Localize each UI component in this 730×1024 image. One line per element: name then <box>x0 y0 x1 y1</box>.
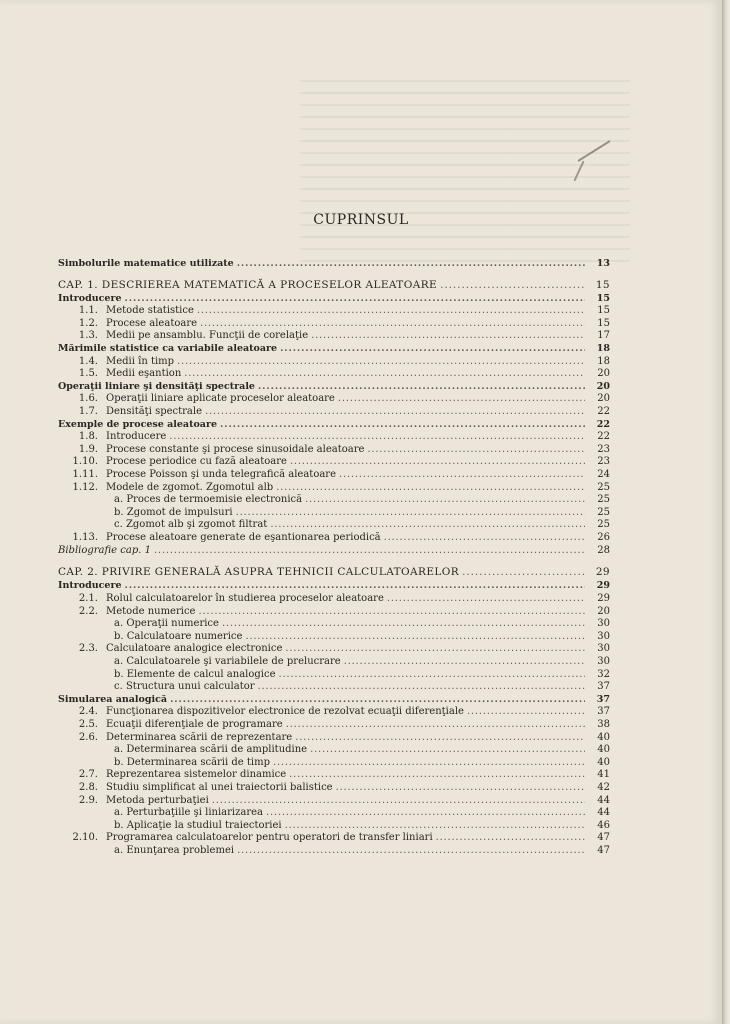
toc-entry-label: Mărimile statistice ca variabile aleatoare <box>58 342 278 354</box>
leader-dots <box>339 469 585 482</box>
page-title: CUPRINSUL <box>313 212 409 228</box>
leader-dots <box>336 782 585 795</box>
leader-dots <box>258 681 585 694</box>
toc-entry <box>58 832 610 845</box>
toc-entry-page: 28 <box>597 545 610 557</box>
toc-entry-page: 41 <box>597 769 610 781</box>
leader-dots <box>289 769 585 782</box>
leader-dots <box>220 419 585 432</box>
toc-entry <box>58 719 610 732</box>
leader-dots <box>125 293 585 306</box>
toc-entry-page: 29 <box>596 580 610 592</box>
toc-section <box>58 258 610 271</box>
leader-dots <box>270 519 585 532</box>
toc-entry-label: a. Calculatoarele şi variabilele de prelucrare <box>114 656 341 668</box>
toc-entry-label: Studiu simplificat al unei traiectorii balistice <box>106 781 333 793</box>
toc-entry-label: Operaţii liniare şi densităţi spectrale <box>58 380 255 392</box>
toc-entry-page: 24 <box>597 468 610 480</box>
toc-entry-number: 2.6. <box>78 731 98 743</box>
toc-entry-number: 1.3. <box>78 330 98 342</box>
toc-entry-page: 22 <box>596 418 610 430</box>
toc-entry-number: 1.11. <box>72 468 98 480</box>
toc-entry-page: 46 <box>597 819 610 831</box>
toc-entry-label: Procese aleatoare generate de eşantionarea periodică <box>106 531 381 543</box>
leader-dots <box>273 757 585 770</box>
toc-entry-label: Rolul calculatoarelor în studierea proceselor aleatoare <box>106 593 384 605</box>
toc-entry-page: 13 <box>596 258 610 269</box>
toc-entry-page: 20 <box>597 393 610 405</box>
toc-entry <box>58 769 610 782</box>
leader-dots <box>197 305 585 318</box>
toc-entry-label: Operaţii liniare aplicate proceselor aleatoare <box>106 393 335 405</box>
toc-entry <box>58 669 610 682</box>
toc-entry-label: Metode statistice <box>106 305 194 317</box>
toc-section <box>58 293 610 306</box>
toc-entry-page: 26 <box>597 531 610 543</box>
toc-entry-number: 1.10. <box>72 456 98 468</box>
toc-entry-label: Reprezentarea sistemelor dinamice <box>106 769 287 781</box>
leader-dots <box>125 580 585 593</box>
toc-entry-label: Medii în timp <box>106 355 175 367</box>
leader-dots <box>200 318 585 331</box>
toc-entry-number: 2.8. <box>78 781 98 793</box>
toc-entry <box>58 393 610 406</box>
toc-entry <box>58 482 610 495</box>
toc-entry-label: Programarea calculatoarelor pentru operatori de transfer liniari <box>106 832 433 844</box>
leader-dots <box>440 277 585 293</box>
toc-entry-page: 22 <box>597 405 610 417</box>
toc-entry-number: 1.1. <box>78 305 98 317</box>
toc-entry-label: Simularea analogică <box>58 693 168 705</box>
toc-entry-label: Metoda perturbaţiei <box>106 794 209 806</box>
toc-entry-page: 25 <box>597 494 610 506</box>
toc-entry-number: 2.1. <box>78 593 98 605</box>
toc-entry <box>58 494 610 507</box>
toc-entry <box>58 318 610 331</box>
toc-entry <box>58 532 610 545</box>
toc-entry <box>58 782 610 795</box>
toc-entry-page: 47 <box>597 844 610 856</box>
toc-chapter <box>58 277 610 293</box>
toc-entry-label: Calculatoare analogice electronice <box>106 643 283 655</box>
toc-entry-number: 2.5. <box>78 719 98 730</box>
toc-chapter <box>58 564 610 580</box>
leader-dots <box>286 719 585 732</box>
toc-entry-number: 1.8. <box>78 431 98 443</box>
toc-entry-label: Procese Poisson şi unda telegrafică aleatoare <box>106 468 336 480</box>
toc-entry-page: 42 <box>597 781 610 793</box>
toc-entry <box>58 593 610 606</box>
leader-dots <box>198 606 585 619</box>
toc-entry-page: 30 <box>597 630 610 642</box>
leader-dots <box>387 593 585 606</box>
toc-entry <box>58 732 610 745</box>
toc-entry-label: Exemple de procese aleatoare <box>58 418 218 430</box>
toc-entry-page: 30 <box>597 618 610 630</box>
table-of-contents <box>58 258 610 858</box>
toc-entry-page: 30 <box>597 656 610 668</box>
toc-entry-page: 29 <box>595 566 610 579</box>
toc-entry-label: Ecuaţii diferenţiale de programare <box>106 719 283 730</box>
toc-entry-page: 15 <box>597 317 610 329</box>
toc-entry-page: 25 <box>597 506 610 518</box>
toc-entry-page: 37 <box>597 706 610 718</box>
leader-dots <box>212 795 585 808</box>
toc-entry-label: Procese aleatoare <box>106 317 198 329</box>
toc-entry-label: b. Determinarea scării de timp <box>114 756 270 768</box>
toc-entry-page: 44 <box>597 807 610 819</box>
toc-entry-label: Medii eşantion <box>106 368 182 380</box>
page-edge <box>722 0 730 1024</box>
toc-entry-label: a. Enunţarea problemei <box>114 844 235 856</box>
toc-entry-page: 20 <box>596 380 610 392</box>
toc-entry <box>58 845 610 858</box>
toc-entry-page: 38 <box>597 719 610 730</box>
leader-dots <box>154 544 585 558</box>
leader-dots <box>285 820 585 833</box>
toc-section <box>58 580 610 593</box>
toc-entry-number: 1.7. <box>78 405 98 417</box>
toc-entry-number: 1.6. <box>78 393 98 405</box>
toc-entry <box>58 744 610 757</box>
toc-entry-label: CAP. 2. PRIVIRE GENERALĂ ASUPRA TEHNICII CALCULATOARELOR <box>58 566 460 579</box>
toc-entry <box>58 431 610 444</box>
toc-entry <box>58 606 610 619</box>
toc-entry <box>58 631 610 644</box>
leader-dots <box>169 431 585 444</box>
toc-entry <box>58 519 610 532</box>
toc-entry <box>58 795 610 808</box>
toc-entry-page: 15 <box>595 278 610 291</box>
toc-entry <box>58 807 610 820</box>
toc-entry-page: 25 <box>597 519 610 531</box>
toc-entry-number: 2.3. <box>78 643 98 655</box>
toc-entry-label: Introducere <box>58 580 122 592</box>
toc-entry-page: 40 <box>597 731 610 743</box>
leader-dots <box>310 744 585 757</box>
toc-entry-page: 15 <box>597 305 610 317</box>
toc-entry <box>58 507 610 520</box>
leader-dots <box>305 494 585 507</box>
leader-dots <box>205 406 585 419</box>
toc-entry-label: Determinarea scării de reprezentare <box>106 731 293 743</box>
toc-entry <box>58 757 610 770</box>
toc-entry-number: 1.4. <box>78 355 98 367</box>
toc-entry-number: 2.7. <box>78 769 98 781</box>
toc-entry <box>58 406 610 419</box>
toc-entry <box>58 544 610 558</box>
toc-entry-label: c. Structura unui calculator <box>114 681 255 693</box>
leader-dots <box>338 393 585 406</box>
leader-dots <box>290 456 585 469</box>
toc-entry <box>58 444 610 457</box>
leader-dots <box>184 368 585 381</box>
toc-entry-number: 2.9. <box>78 794 98 806</box>
toc-entry-number: 1.12. <box>72 481 98 493</box>
toc-entry-page: 22 <box>597 431 610 443</box>
leader-dots <box>462 564 585 580</box>
toc-entry-label: Medii pe ansamblu. Funcţii de corelaţie <box>106 330 309 342</box>
leader-dots <box>384 532 585 545</box>
toc-entry-label: a. Proces de termoemisie electronică <box>114 494 303 506</box>
toc-entry-page: 20 <box>597 605 610 617</box>
leader-dots <box>436 832 585 845</box>
leader-dots <box>311 330 585 343</box>
toc-entry-label: b. Calculatoare numerice <box>114 630 243 642</box>
toc-entry <box>58 643 610 656</box>
toc-entry <box>58 469 610 482</box>
toc-entry <box>58 681 610 694</box>
toc-entry-page: 23 <box>597 443 610 455</box>
toc-entry-label: a. Determinarea scării de amplitudine <box>114 744 308 756</box>
toc-entry-label: Metode numerice <box>106 605 196 617</box>
toc-entry-page: 23 <box>597 456 610 468</box>
toc-section <box>58 694 610 707</box>
toc-entry-number: 1.2. <box>78 317 98 329</box>
toc-entry-label: Introducere <box>106 431 167 443</box>
toc-entry <box>58 618 610 631</box>
leader-dots <box>279 669 585 682</box>
toc-entry-page: 44 <box>597 794 610 806</box>
leader-dots <box>285 643 585 656</box>
toc-entry <box>58 330 610 343</box>
toc-entry-page: 17 <box>597 330 610 342</box>
leader-dots <box>237 845 585 858</box>
toc-entry-label: a. Operaţii numerice <box>114 618 219 630</box>
toc-entry-number: 1.9. <box>78 443 98 455</box>
toc-entry-number: 1.13. <box>72 531 98 543</box>
leader-dots <box>280 343 585 356</box>
leader-dots <box>344 656 585 669</box>
leader-dots <box>467 706 585 719</box>
leader-dots <box>258 381 585 394</box>
toc-entry-label: b. Zgomot de impulsuri <box>114 506 233 518</box>
toc-entry-label: Densităţi spectrale <box>106 405 203 417</box>
toc-entry <box>58 456 610 469</box>
toc-entry-page: 25 <box>597 481 610 493</box>
toc-entry-label: c. Zgomot alb şi zgomot filtrat <box>114 519 268 531</box>
leader-dots <box>177 356 585 369</box>
leader-dots <box>170 694 585 707</box>
leader-dots <box>237 258 585 271</box>
leader-dots <box>367 444 585 457</box>
toc-entry <box>58 706 610 719</box>
leader-dots <box>295 732 585 745</box>
toc-entry-number: 2.4. <box>78 706 98 718</box>
toc-entry <box>58 820 610 833</box>
bleed-through-text <box>300 80 630 270</box>
toc-entry-label: a. Perturbaţiile şi liniarizarea <box>114 807 263 819</box>
toc-section <box>58 419 610 432</box>
toc-entry-label: Funcţionarea dispozitivelor electronice de rezolvat ecuaţii diferenţiale <box>106 706 464 718</box>
toc-entry-page: 18 <box>597 355 610 367</box>
leader-dots <box>276 482 585 495</box>
toc-entry-label: b. Aplicaţie la studiul traiectoriei <box>114 819 282 831</box>
toc-entry-page: 30 <box>597 643 610 655</box>
toc-entry-page: 47 <box>597 832 610 844</box>
toc-entry-page: 20 <box>597 368 610 380</box>
toc-entry-label: Simbolurile matematice utilizate <box>58 258 234 269</box>
toc-entry-number: 1.5. <box>78 368 98 380</box>
toc-entry-page: 37 <box>596 693 610 705</box>
toc-section <box>58 381 610 394</box>
leader-dots <box>266 807 585 820</box>
toc-entry-number: 2.10. <box>72 832 98 844</box>
toc-entry-page: 40 <box>597 756 610 768</box>
toc-section <box>58 343 610 356</box>
toc-entry <box>58 656 610 669</box>
toc-entry-label: Procese periodice cu fază aleatoare <box>106 456 287 468</box>
leader-dots <box>245 631 585 644</box>
toc-entry-label: Procese constante şi procese sinusoidale aleatoare <box>106 443 365 455</box>
toc-entry-number: 2.2. <box>78 605 98 617</box>
toc-entry <box>58 356 610 369</box>
leader-dots <box>236 507 585 520</box>
toc-entry-page: 37 <box>597 681 610 693</box>
toc-entry-page: 15 <box>596 292 610 304</box>
toc-entry <box>58 368 610 381</box>
toc-entry-page: 29 <box>597 593 610 605</box>
toc-entry <box>58 305 610 318</box>
toc-entry-label: Modele de zgomot. Zgomotul alb <box>106 481 274 493</box>
toc-entry-page: 18 <box>596 342 610 354</box>
toc-entry-label: CAP. 1. DESCRIEREA MATEMATICĂ A PROCESELOR ALEATOARE <box>58 278 438 291</box>
toc-entry-page: 40 <box>597 744 610 756</box>
toc-entry-label: Bibliografie cap. 1 <box>58 545 151 557</box>
leader-dots <box>222 618 585 631</box>
toc-entry-page: 32 <box>597 668 610 680</box>
toc-entry-label: b. Elemente de calcul analogice <box>114 668 276 680</box>
toc-entry-label: Introducere <box>58 292 122 304</box>
